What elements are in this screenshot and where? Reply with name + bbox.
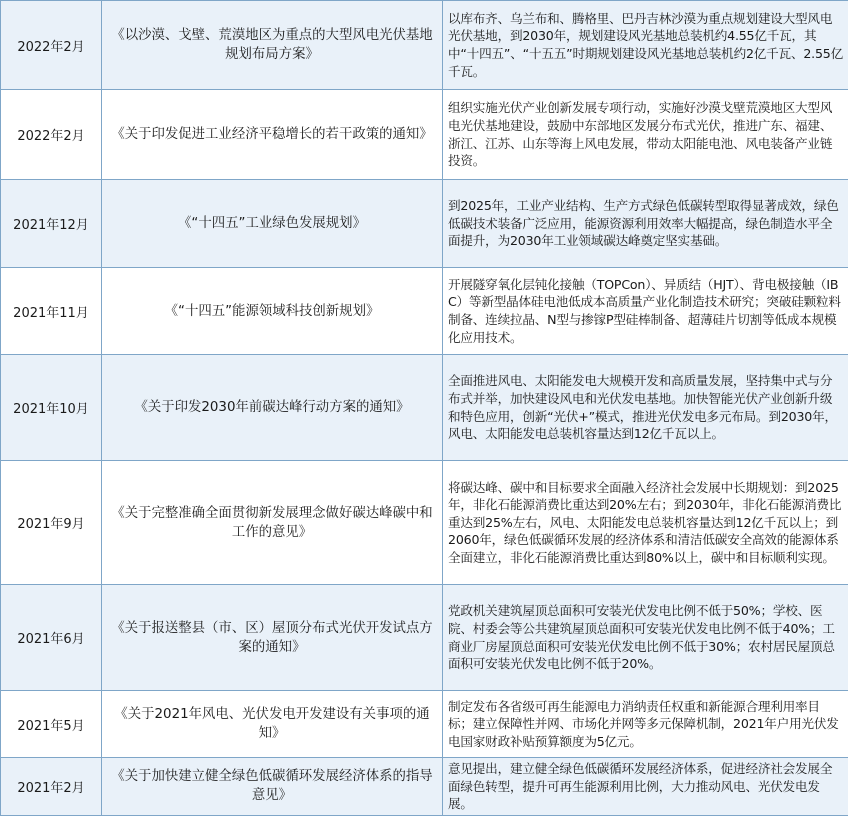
date-cell: 2021年9月	[1, 461, 102, 585]
date-cell: 2021年2月	[1, 758, 102, 816]
table-row	[1, 691, 848, 758]
policy-title-cell: 《“十四五”工业绿色发展规划》	[102, 180, 443, 268]
date-cell: 2021年5月	[1, 691, 102, 758]
table-row	[1, 461, 848, 585]
date-cell: 2022年2月	[1, 1, 102, 90]
policy-title-cell: 《关于印发2030年前碳达峰行动方案的通知》	[102, 355, 443, 461]
policy-content-cell: 组织实施光伏产业创新发展专项行动，实施好沙漠戈壁荒漠地区大型风电光伏基地建设，鼓励中东部地区发展分布式光伏，推进广东、福建、浙江、江苏、山东等海上风电发展，带动太阳能电池、风电装备产业链投资。	[443, 90, 848, 180]
policy-title-cell: 《关于印发促进工业经济平稳增长的若干政策的通知》	[102, 90, 443, 180]
date-cell: 2021年6月	[1, 585, 102, 691]
policy-title-cell: 《关于完整准确全面贯彻新发展理念做好碳达峰碳中和工作的意见》	[102, 461, 443, 585]
policy-content-cell: 以库布齐、乌兰布和、腾格里、巴丹吉林沙漠为重点规划建设大型风电光伏基地，到2030年，规划建设风光基地总装机约4.55亿千瓦，其中“十四五”、“十五五”时期规划建设风光基地总装机约2亿千瓦、2.55亿千瓦。	[443, 1, 848, 90]
table-row	[1, 90, 848, 180]
table-row	[1, 268, 848, 355]
policy-title-cell: 《关于加快建立健全绿色低碳循环发展经济体系的指导意见》	[102, 758, 443, 816]
table-row	[1, 180, 848, 268]
policy-title-cell: 《“十四五”能源领域科技创新规划》	[102, 268, 443, 355]
table-row	[1, 1, 848, 90]
policy-title-cell: 《关于报送整县（市、区）屋顶分布式光伏开发试点方案的通知》	[102, 585, 443, 691]
date-cell: 2022年2月	[1, 90, 102, 180]
table-row	[1, 758, 848, 816]
table-row	[1, 355, 848, 461]
policy-content-cell: 将碳达峰、碳中和目标要求全面融入经济社会发展中长期规划：到2025年，非化石能源消费比重达到20%左右；到2030年，非化石能源消费比重达到25%左右，风电、太阳能发电总装机容量达到12亿千瓦以上；到2060年，绿色低碳循环发展的经济体系和清洁低碳安全高效的能源体系全面建立，非化石能源消费比重达到80%以上，碳中和目标顺利实现。	[443, 461, 848, 585]
policy-content-cell: 制定发布各省级可再生能源电力消纳责任权重和新能源合理利用率目标；建立保障性并网、市场化并网等多元保障机制，2021年户用光伏发电国家财政补贴预算额度为5亿元。	[443, 691, 848, 758]
policy-content-cell: 党政机关建筑屋顶总面积可安装光伏发电比例不低于50%；学校、医院、村委会等公共建筑屋顶总面积可安装光伏发电比例不低于40%；工商业厂房屋顶总面积可安装光伏发电比例不低于30%；农村居民屋顶总面积可安装光伏发电比例不低于20%。	[443, 585, 848, 691]
policy-content-cell: 开展隧穿氧化层钝化接触（TOPCon）、异质结（HJT）、背电极接触（IBC）等新型晶体硅电池低成本高质量产业化制造技术研究；突破硅颗粒料制备、连续拉晶、N型与掺镓P型硅棒制备、超薄硅片切割等低成本规模化应用技术。	[443, 268, 848, 355]
policy-title-cell: 《以沙漠、戈壁、荒漠地区为重点的大型风电光伏基地规划布局方案》	[102, 1, 443, 90]
policy-content-cell: 意见提出，建立健全绿色低碳循环发展经济体系，促进经济社会发展全面绿色转型，提升可再生能源利用比例，大力推动风电、光伏发电发展。	[443, 758, 848, 816]
policy-content-cell: 全面推进风电、太阳能发电大规模开发和高质量发展，坚持集中式与分布式并举，加快建设风电和光伏发电基地。加快智能光伏产业创新升级和特色应用，创新“光伏+”模式，推进光伏发电多元布局。到2030年，风电、太阳能发电总装机容量达到12亿千瓦以上。	[443, 355, 848, 461]
date-cell: 2021年11月	[1, 268, 102, 355]
table-row	[1, 585, 848, 691]
policy-title-cell: 《关于2021年风电、光伏发电开发建设有关事项的通知》	[102, 691, 443, 758]
date-cell: 2021年10月	[1, 355, 102, 461]
policy-content-cell: 到2025年，工业产业结构、生产方式绿色低碳转型取得显著成效，绿色低碳技术装备广泛应用，能源资源利用效率大幅提高，绿色制造水平全面提升，为2030年工业领域碳达峰奠定坚实基础。	[443, 180, 848, 268]
date-cell: 2021年12月	[1, 180, 102, 268]
